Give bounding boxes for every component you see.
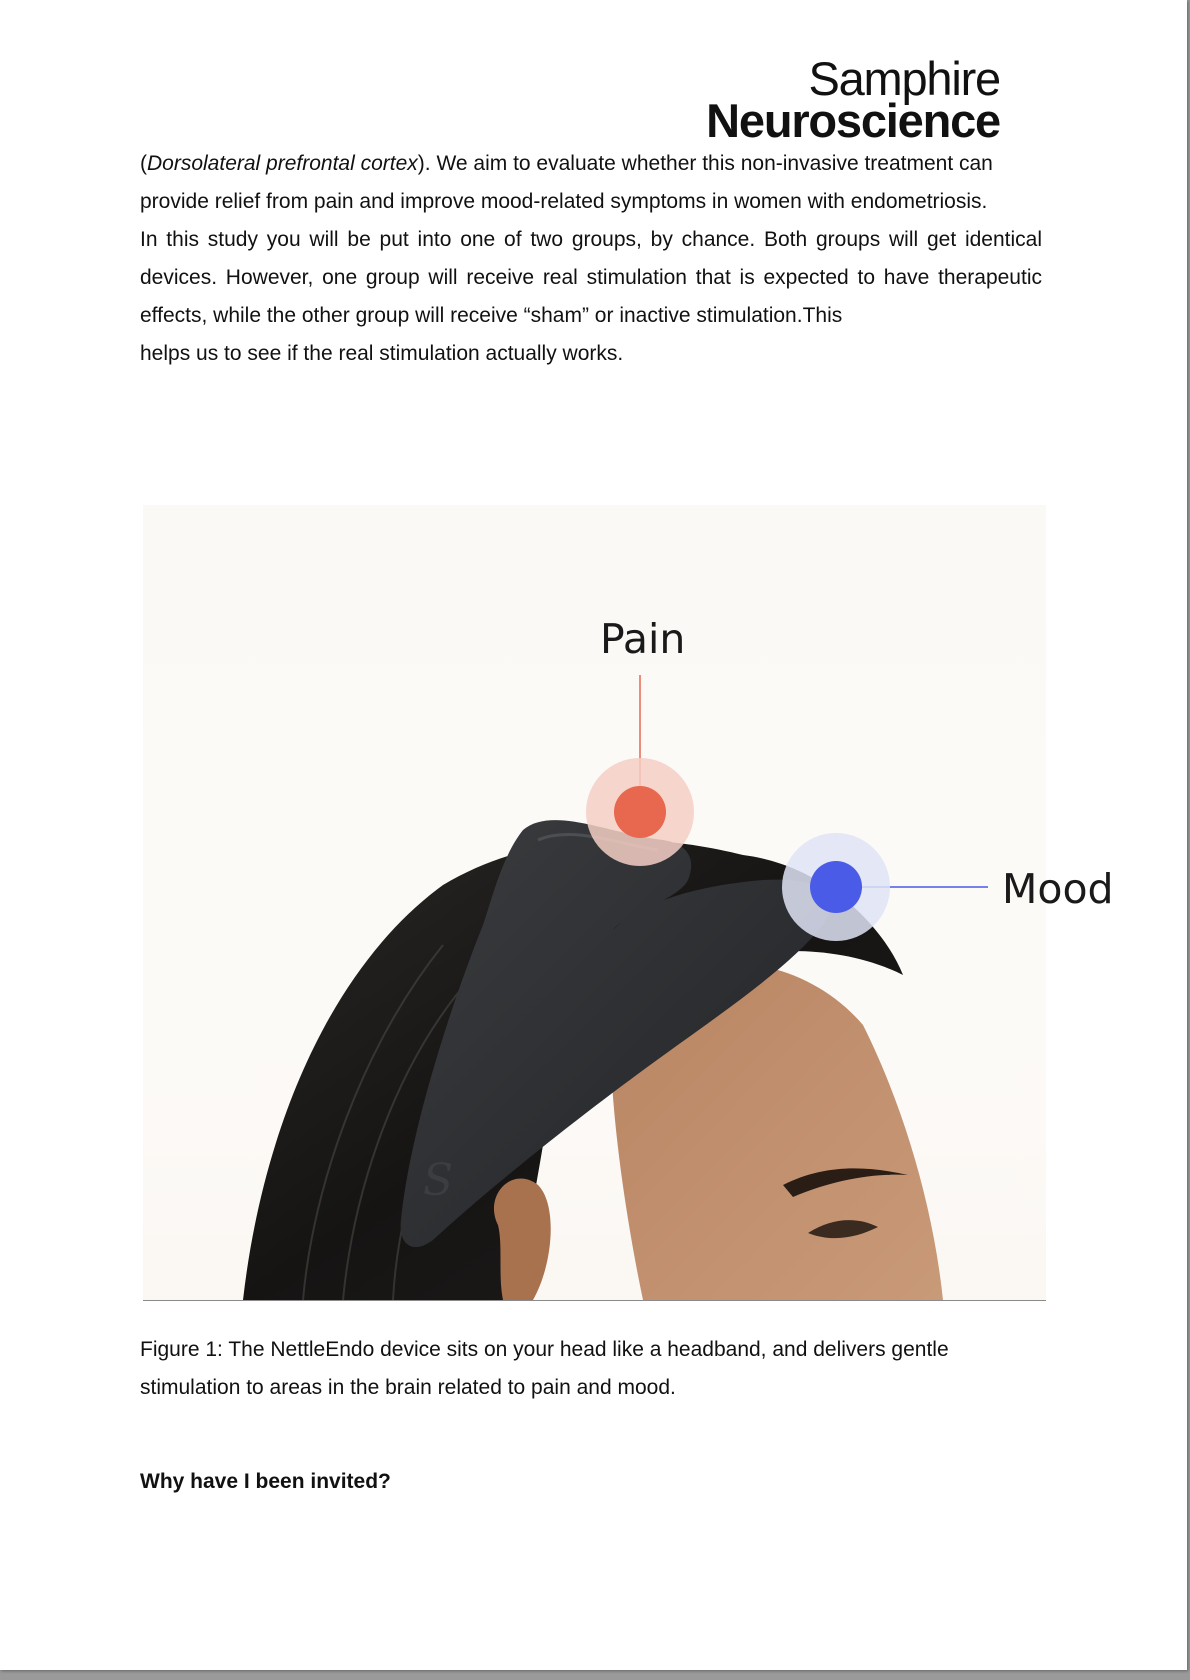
caption-body: Figure 1: The NettleEndo device sits on your head like a headband, and delivers gentle: [140, 1338, 949, 1361]
figure-caption: [140, 1331, 1042, 1407]
groups-body: In this study you will be put into one of two groups, by chance. Both groups will get identical devices. However, one group will receive real stimulation that is expected to have therapeutic effects, while the other group will receive “sham” or inactive stimulation.This: [140, 228, 1042, 327]
logo-line-2: Neuroscience: [706, 94, 1000, 147]
latin-term: Dorsolateral prefrontal cortex: [147, 152, 418, 175]
pain-label: Pain: [600, 615, 686, 663]
ear-shape: [494, 1179, 551, 1300]
intro-rest: ). We aim to evaluate whether this non-invasive treatment can provide relief from pain and improve mood-related symptoms in women with endometriosis.: [140, 152, 993, 213]
intro-paragraph: [140, 145, 1042, 221]
pain-dot: [614, 786, 666, 838]
device-logo-mark: S: [423, 1155, 454, 1206]
groups-paragraph: [140, 221, 1042, 373]
figure-1-image: [143, 505, 1114, 1301]
section-heading: Why have I been invited?: [140, 1470, 391, 1493]
mood-label: Mood: [1002, 865, 1114, 913]
open-paren: (: [140, 152, 147, 175]
groups-last-line: helps us to see if the real stimulation actually works.: [140, 342, 624, 365]
headband-illustration: [143, 505, 1046, 1300]
logo-line-1: Samphire: [808, 52, 1000, 105]
mood-dot: [810, 861, 862, 913]
caption-last-line: stimulation to areas in the brain related to pain and mood.: [140, 1376, 676, 1399]
samphire-neuroscience-logo: [706, 52, 1000, 147]
